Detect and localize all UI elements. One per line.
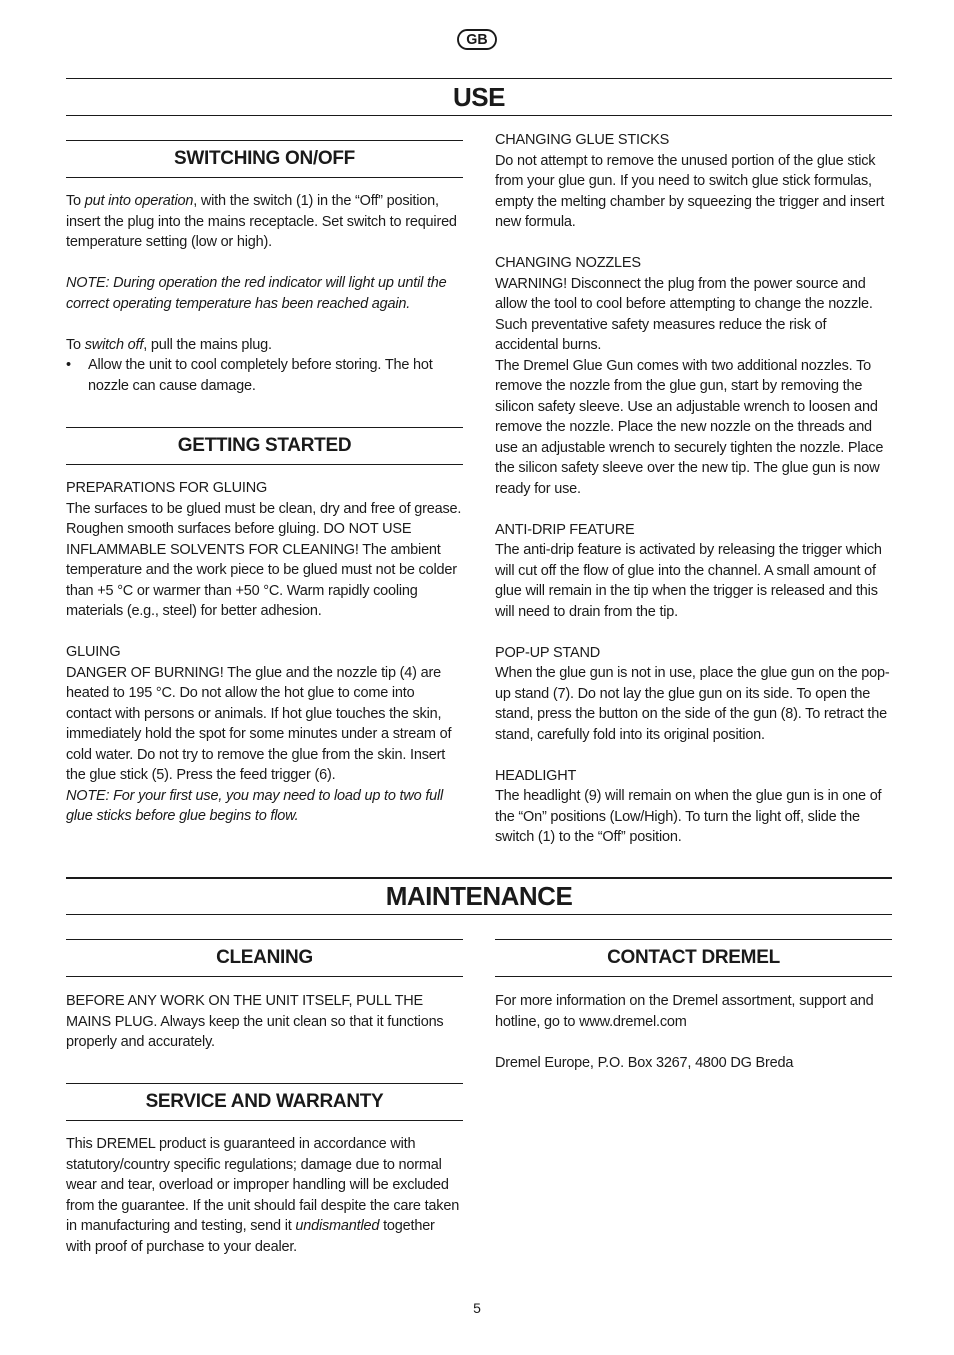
page-number: 5 [473, 1300, 481, 1316]
preparations-text: The surfaces to be glued must be clean, dry and free of grease. Roughen smooth surfaces before gluing. DO NOT USE INFLAMMABLE SOLVENTS FOR CLEANING! The ambient temperature and the work piece to be glued must not be colder than +5 °C or warmer than +50 °C. Warm rapidly cooling materials (e.g., steel) for better adhesion. [66, 500, 462, 619]
use-right-column [495, 130, 892, 848]
service-heading: SERVICE AND WARRANTY [66, 1083, 463, 1121]
gluing-text: DANGER OF BURNING! The glue and the nozzle tip (4) are heated to 195 °C. Do not allow the hot glue to come into contact with persons or animals. If hot glue touches the skin, immediately hold the spot for some minutes under a stream of cold water. Do not try to remove the glue from the skin. Insert the glue stick (5). Press the feed trigger (6). [66, 664, 452, 783]
text-fragment: , pull the mains plug. [143, 336, 272, 353]
switching-body [66, 191, 463, 396]
subsection-title: ANTI-DRIP FEATURE [495, 521, 635, 538]
antidrip-text: The anti-drip feature is activated by releasing the trigger which will cut off the flow of glue into the channel. A small amount of glue will remain in the tip when the trigger is released and this will need to drain from the tip. [495, 542, 882, 620]
subsection-title: POP-UP STAND [495, 644, 601, 661]
bullet-text: Allow the unit to cool completely before storing. The hot nozzle can cause damage. [88, 357, 433, 394]
service-body [66, 1134, 463, 1257]
contact-heading: CONTACT DREMEL [495, 939, 892, 977]
bullet-icon: • [66, 357, 71, 373]
contact-text: For more information on the Dremel assortment, support and hotline, go to www.dremel.com [495, 993, 874, 1030]
subsection-title: CHANGING GLUE STICKS [495, 132, 670, 148]
getting-started-heading: GETTING STARTED [66, 427, 463, 465]
contact-address: Dremel Europe, P.O. Box 3267, 4800 DG Breda [495, 1054, 794, 1071]
switching-paragraph [66, 191, 463, 253]
text-fragment: To [66, 336, 85, 353]
getting-started-body [66, 478, 463, 827]
nozzles-warning: WARNING! Disconnect the plug from the power source and allow the tool to cool before attempting to change the nozzle. Such preventative safety measures reduce the risk of accidental burns. [495, 275, 873, 353]
text-fragment: undismantled [295, 1218, 380, 1234]
cleaning-body [66, 991, 463, 1053]
list-item [66, 355, 463, 396]
maintenance-section-title: MAINTENANCE [66, 877, 892, 915]
nozzles-text: The Dremel Glue Gun comes with two additional nozzles. To remove the nozzle from the glue gun, start by removing the silicon safety sleeve. Use an adjustable wrench to loosen and remove the nozzle. Place the new nozzle on the threads and use an adjustable wrench to securely tighten the nozzle. Place the silicon safety sleeve over the new tip. The glue gun is now ready for use. [495, 357, 884, 497]
service-text [66, 1134, 463, 1257]
text-fragment: This DREMEL product is guaranteed in accordance with statutory/country specific regulations; damage due to normal wear and tear, overload or improper handling will be excluded from the guarantee. If the unit should fail despite the care taken in manufacturing and testing, send it [66, 1136, 460, 1234]
subsection-title: GLUING [66, 644, 121, 660]
switching-note: NOTE: During operation the red indicator will light up until the correct operating temperature has been reached again. [66, 275, 447, 312]
cleaning-heading: CLEANING [66, 939, 463, 977]
subsection-title: HEADLIGHT [495, 767, 577, 784]
headlight-text: The headlight (9) will remain on when the glue gun is in one of the “On” positions (Low/High). To turn the light off, slide the switch (1) to the “Off” position. [495, 788, 882, 845]
subsection-title: PREPARATIONS FOR GLUING [66, 480, 268, 496]
gluing-note: NOTE: For your first use, you may need to load up to two full glue sticks before glue begins to flow. [66, 787, 444, 824]
text-fragment: , with the switch (1) in the “Off” position, insert the plug into the mains receptacle. Set switch to required temperature setting (low or high). [66, 193, 457, 250]
glue-sticks-text: Do not attempt to remove the unused portion of the glue stick from your glue gun. If you need to switch glue stick formulas, empty the melting chamber by squeezing the trigger and insert new formula. [495, 152, 885, 230]
switching-bullets [66, 355, 463, 396]
contact-body [495, 991, 892, 1073]
text-fragment: switch off [84, 336, 144, 353]
text-fragment: put into operation [84, 193, 194, 209]
text-fragment: together with proof of purchase to your dealer. [66, 1218, 435, 1255]
subsection-title: CHANGING NOZZLES [495, 255, 641, 271]
cleaning-text: BEFORE ANY WORK ON THE UNIT ITSELF, PULL THE MAINS PLUG. Always keep the unit clean so that it functions properly and accurately. [66, 993, 444, 1050]
switch-off-paragraph [66, 335, 463, 356]
language-badge: GB [457, 29, 497, 50]
switching-heading: SWITCHING ON/OFF [66, 140, 463, 178]
stand-text: When the glue gun is not in use, place the glue gun on the pop-up stand (7). Do not lay the glue gun on its side. To open the stand, press the button on the side of the gun (8). To retract the stand, carefully fold into its original position. [495, 665, 890, 743]
text-fragment: To [66, 193, 85, 209]
use-section-title: USE [66, 78, 892, 116]
